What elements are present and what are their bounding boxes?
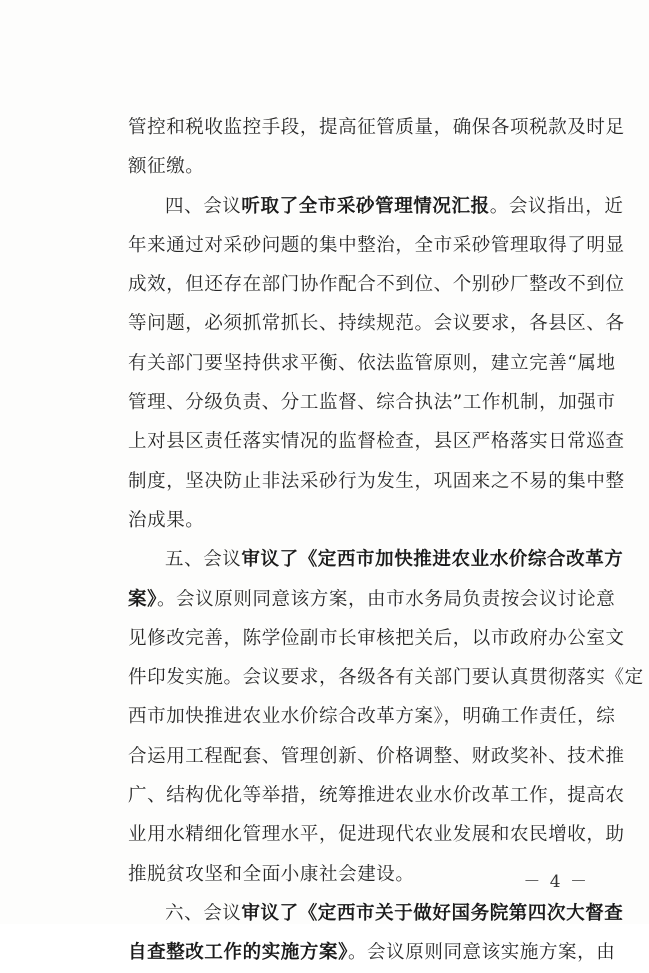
section-4-heading-line — [128, 187, 624, 226]
text-line: 制度，坚决防止非法采砂行为发生，巩固来之不易的集中整 — [128, 470, 625, 492]
text-line: 管理、分级负责、分工监督、综合执法”工作机制，加强市 — [128, 392, 616, 414]
section-4-rest: 。会议指出，近 — [489, 195, 624, 217]
text-line: 上对县区责任落实情况的监督检查，县区严格落实日常巡查 — [128, 431, 625, 453]
page-number: － 4 － — [523, 872, 589, 892]
text-line: 有关部门要坚持供求平衡、依法监管原则，建立完善“属地 — [128, 352, 616, 374]
section-5-title: 审议了《定西市加快推进农业水价综合改革方 — [241, 549, 624, 571]
text-line: 件印发实施。会议要求，各级各有关部门要认真贯彻落实《定 — [128, 667, 644, 689]
body-text — [128, 108, 644, 973]
text-line: 合运用工程配套、管理创新、价格调整、财政奖补、技术推 — [128, 745, 625, 767]
section-6-title: 审议了《定西市关于做好国务院第四次大督查 — [241, 902, 624, 924]
text-line: 治成果。 — [128, 509, 205, 531]
text-line: 业用水精细化管理水平，促进现代农业发展和农民增收，助 — [128, 824, 625, 846]
text-line: 西市加快推进农业水价综合改革方案》，明确工作责任，综 — [128, 706, 616, 728]
text-line: 年来通过对采砂问题的集中整治，全市采砂管理取得了明显 — [128, 234, 625, 256]
text-line: 管控和税收监控手段，提高征管质量，确保各项税款及时足 — [128, 117, 625, 138]
section-5-heading-line — [128, 540, 624, 579]
text-line: 广、结构优化等举措，统筹推进农业水价改革工作，提高农 — [128, 785, 625, 807]
section-5-title-end: 案》 — [128, 588, 157, 610]
section-4-title: 听取了全市采砂管理情况汇报 — [241, 195, 490, 217]
text-line: 等问题，必须抓常抓长、持续规范。会议要求，各县区、各 — [128, 313, 625, 335]
section-6-lead: 六、会议 — [165, 902, 242, 924]
section-6-rest: 。会议原则同意该实施方案，由 — [347, 942, 616, 964]
section-5-second-line — [128, 580, 616, 619]
section-5-lead: 五、会议 — [165, 549, 242, 571]
section-6-title-end: 自查整改工作的实施方案》 — [128, 942, 348, 964]
section-5-rest: 。会议原则同意该方案，由市水务局负责按会议讨论意 — [156, 588, 616, 610]
section-6-second-line — [128, 933, 616, 972]
text-line: 额征缴。 — [128, 156, 205, 178]
section-4-lead: 四、会议 — [165, 195, 242, 217]
text-line: 推脱贫攻坚和全面小康社会建设。 — [128, 863, 415, 885]
text-line: 见修改完善，陈学俭副市长审核把关后，以市政府办公室文 — [128, 627, 625, 649]
section-6-heading-line — [128, 894, 624, 933]
text-line: 成效，但还存在部门协作配合不到位、个别砂厂整改不到位 — [128, 274, 625, 296]
